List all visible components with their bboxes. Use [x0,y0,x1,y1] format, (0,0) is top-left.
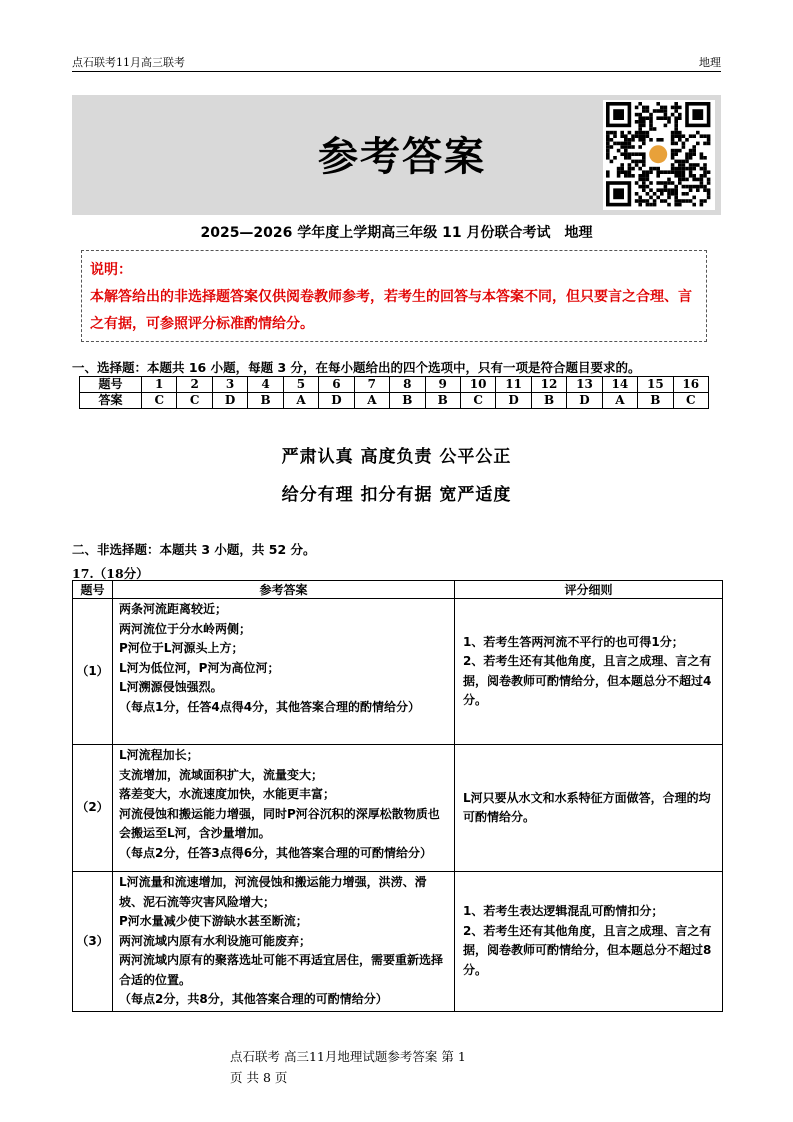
answer-cell: B [425,393,460,409]
answer-line: 两河流域内原有的聚落选址可能不再适宜居住，需要重新选择合适的位置。 [119,953,444,987]
answer-cell: B [638,393,673,409]
footer-line-1: 点石联考 高三11月地理试题参考答案 第 1 [230,1049,466,1064]
scoring-line: 1、若考生表达逻辑混乱可酌情扣分； [463,904,664,919]
answer-line: L河溯源侵蚀强烈。 [119,680,223,694]
row-label: 答案 [80,393,142,409]
scoring-rules [455,599,723,745]
table-row [73,745,723,872]
answer-cell: A [354,393,389,409]
scoring-line: 2、若考生还有其他角度，且言之成理、言之有据，阅卷教师可酌情给分，但本题总分不超过4分。 [463,654,712,707]
answer-cell: B [248,393,283,409]
item-number: （1） [73,599,113,745]
question-number-cell: 12 [531,377,566,393]
answer-line: P河位于L河源头上方； [119,641,244,655]
question-number-cell: 16 [673,377,708,393]
page-title: 参考答案 [318,133,486,180]
answer-line: L河为低位河，P河为高位河； [119,660,280,675]
row-label: 题号 [80,377,142,393]
question-number-cell: 6 [319,377,354,393]
section-1-heading: 一、选择题：本题共 16 小题，每题 3 分，在每小题给出的四个选项中，只有一项是符合题目要求的。 [72,360,641,375]
table-row [73,599,723,745]
scoring-line: 2、若考生还有其他角度，且言之成理、言之有据，阅卷教师可酌情给分，但本题总分不超过8分。 [463,923,712,977]
question-number-cell: 15 [638,377,673,393]
choice-answer-table [79,376,709,409]
title-banner [72,95,721,215]
answer-cell: B [390,393,425,409]
question-number-cell: 7 [354,377,389,393]
question-number-cell: 2 [177,377,212,393]
answer-line: P河水量减少使下游缺水甚至断流； [119,914,308,928]
reference-answer [113,599,455,745]
column-header: 评分细则 [455,581,723,599]
question-number-cell: 8 [390,377,425,393]
answer-cell: A [283,393,318,409]
instruction-title: 说明： [90,262,132,278]
header-right-text: 地理 [699,56,721,69]
reference-answer [113,872,455,1012]
answer-cell: D [212,393,247,409]
answer-line: （每点2分，任答3点得6分，其他答案合理的可酌情给分） [119,845,433,860]
question-number-cell: 10 [460,377,495,393]
question-17-table [72,580,723,1012]
header-divider [72,71,721,72]
question-number-cell: 9 [425,377,460,393]
question-number-cell: 13 [567,377,602,393]
column-header: 参考答案 [113,581,455,599]
answer-line: 河流侵蚀和搬运能力增强，同时P河谷沉积的深厚松散物质也会搬运至L河，含沙量增加。 [119,806,440,840]
table-header-row [73,581,723,599]
answer-cell: C [177,393,212,409]
table-row [73,872,723,1012]
column-header: 题号 [73,581,113,599]
instruction-box [81,250,707,342]
exam-title: 2025—2026 学年度上学期高三年级 11 月份联合考试 地理 [200,225,593,241]
answer-cell: D [567,393,602,409]
question-number-cell: 5 [283,377,318,393]
footer-line-2: 页 共 8 页 [230,1070,288,1085]
answer-line: L河流程加长； [119,748,199,762]
slogan-line-1: 严肃认真 高度负责 公平公正 [281,447,512,467]
item-number: （3） [73,872,113,1012]
answer-cell: B [531,393,566,409]
answer-line: 两条河流距离较近； [119,602,228,616]
qr-code-image [603,100,715,210]
answer-line: （每点2分，共8分，其他答案合理的可酌情给分） [119,992,388,1006]
item-number: （2） [73,745,113,872]
answer-line: 两河流位于分水岭两侧； [119,621,252,636]
question-number-cell: 11 [496,377,531,393]
scoring-line: 1、若考生答两河流不平行的也可得1分； [463,634,684,649]
section-2-heading: 二、非选择题：本题共 3 小题，共 52 分。 [72,542,316,557]
slogan-line-2: 给分有理 扣分有据 宽严适度 [281,485,512,505]
scoring-rules [455,872,723,1012]
answer-line: 落差变大，水流速度加快，水能更丰富； [119,787,336,801]
question-number-row [80,377,709,393]
answer-line: 两河流域内原有水利设施可能废弃； [119,933,312,948]
answer-row [80,393,709,409]
question-number-cell: 1 [142,377,177,393]
answer-cell: C [142,393,177,409]
page-footer [230,1046,510,1088]
scoring-line: L河只要从水文和水系特征方面做答，合理的均可酌情给分。 [463,790,711,824]
answer-cell: C [673,393,708,409]
reference-answer [113,745,455,872]
header-left-text: 点石联考11月高三联考 [72,56,185,69]
answer-line: L河流量和流速增加，河流侵蚀和搬运能力增强，洪涝、滑坡、泥石流等灾害风险增大； [119,875,427,909]
answer-cell: D [496,393,531,409]
question-number-cell: 4 [248,377,283,393]
scoring-rules [455,745,723,872]
answer-cell: D [319,393,354,409]
page-header [72,54,721,70]
answer-cell: C [460,393,495,409]
answer-line: 支流增加，流域面积扩大，流量变大； [119,767,324,782]
question-number-cell: 14 [602,377,637,393]
answer-cell: A [602,393,637,409]
answer-line: （每点1分，任答4点得4分，其他答案合理的酌情给分） [119,699,421,714]
instruction-body: 本解答给出的非选择题答案仅供阅卷教师参考，若考生的回答与本答案不同，但只要言之合理、言之有据，可参照评分标准酌情给分。 [90,289,692,332]
question-number-cell: 3 [212,377,247,393]
question-17-title: 17.（18分） [72,566,149,581]
